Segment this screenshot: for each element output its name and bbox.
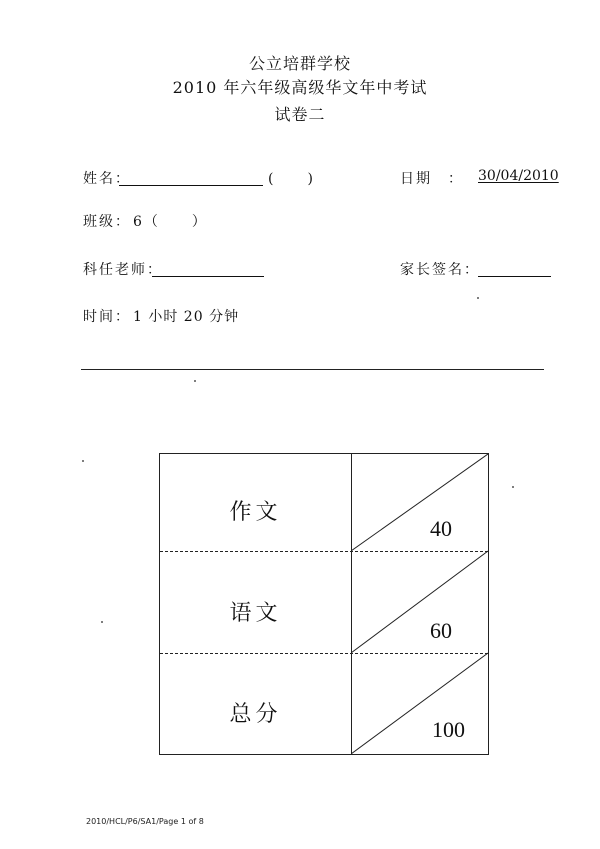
diagonal-line xyxy=(351,551,488,653)
parent-signature-blank[interactable] xyxy=(478,275,551,277)
diagonal-line xyxy=(351,653,488,754)
row-score-total: 100 xyxy=(432,717,465,742)
date-label: 日期 ： xyxy=(400,171,464,187)
scan-speck xyxy=(477,297,479,299)
scan-speck xyxy=(101,621,103,623)
row-label-composition: 作文 xyxy=(229,500,282,525)
time-label: 时间： xyxy=(83,309,131,325)
divider-line xyxy=(81,369,544,370)
diagonal-line xyxy=(351,454,488,551)
name-index-paren: ( ) xyxy=(268,171,315,187)
row-label-language: 语文 xyxy=(229,601,282,626)
name-blank[interactable] xyxy=(119,184,263,186)
scan-speck xyxy=(194,380,196,382)
page-footer: 2010/HCL/P6/SA1/Page 1 of 8 xyxy=(86,817,204,826)
class-value: 6（ ） xyxy=(133,214,208,230)
score-diagonals xyxy=(351,454,488,754)
name-label: 姓名： xyxy=(83,171,131,187)
exam-title: 2010 年六年级高级华文年中考试 xyxy=(172,78,428,97)
parent-signature-label: 家长签名： xyxy=(400,262,480,278)
row-label-total: 总分 xyxy=(229,702,282,727)
score-table xyxy=(159,453,489,755)
teacher-label: 科任老师： xyxy=(83,262,163,278)
class-label: 班级： xyxy=(83,214,131,230)
row-score-composition: 40 xyxy=(430,516,452,541)
scan-speck xyxy=(82,460,84,462)
paper-label: 试卷二 xyxy=(274,105,326,124)
scan-speck xyxy=(512,486,514,488)
date-value: 30/04/2010 xyxy=(478,168,559,184)
row-score-language: 60 xyxy=(430,618,452,643)
teacher-blank[interactable] xyxy=(152,275,264,277)
school-name: 公立培群学校 xyxy=(248,54,351,73)
time-value: 1 小时 20 分钟 xyxy=(133,309,240,325)
